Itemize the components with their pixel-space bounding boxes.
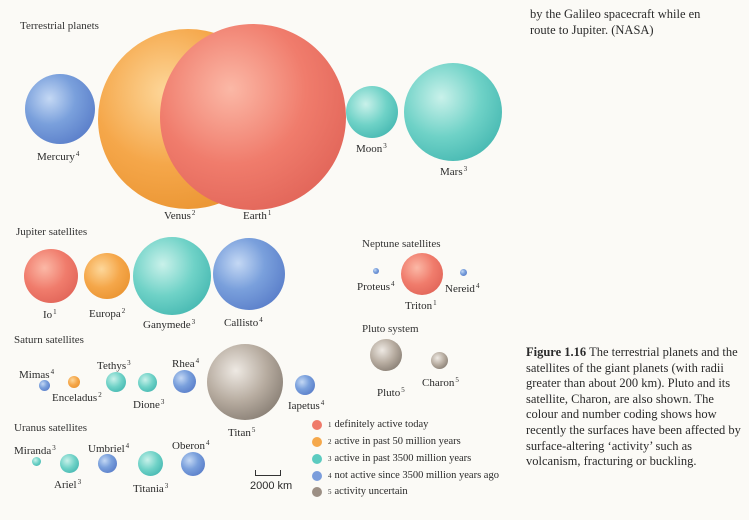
- callisto-sphere: [213, 238, 285, 310]
- label-callisto: Callisto$^4$: [224, 316, 263, 329]
- label-pluto: Pluto$^5$: [377, 386, 405, 399]
- enceladus-sphere: [68, 376, 80, 388]
- label-titania: Titania$^3$: [133, 482, 169, 495]
- legend-swatch-1: [312, 420, 322, 430]
- label-nereid: Nereid$^4$: [445, 282, 480, 295]
- top-caption: [530, 6, 745, 38]
- label-mercury: Mercury$^4$: [37, 150, 80, 163]
- label-earth: Earth$^1$: [243, 209, 272, 222]
- label-iapetus: Iapetus$^4$: [288, 399, 325, 412]
- label-enceladus: Enceladus$^2$: [52, 391, 102, 404]
- umbriel-sphere: [98, 454, 117, 473]
- titan-sphere: [207, 344, 283, 420]
- pluto-sphere: [370, 339, 402, 371]
- label-ariel: Ariel$^3$: [54, 478, 82, 491]
- charon-sphere: [431, 352, 448, 369]
- figure-label: Figure 1.16: [526, 345, 587, 359]
- label-triton: Triton$^1$: [405, 299, 437, 312]
- legend-swatch-2: [312, 437, 322, 447]
- moon-sphere: [346, 86, 398, 138]
- mars-sphere: [404, 63, 502, 161]
- label-europa: Europa$^2$: [89, 307, 126, 320]
- iapetus-sphere: [295, 375, 315, 395]
- io-sphere: [24, 249, 78, 303]
- top-caption-line-1: by the Galileo spacecraft while en: [530, 7, 701, 21]
- tethys-sphere: [106, 372, 126, 392]
- nereid-sphere: [460, 269, 467, 276]
- label-ganymede: Ganymede$^3$: [143, 318, 196, 331]
- proteus-sphere: [373, 268, 379, 274]
- group-saturn: Saturn satellites: [14, 334, 84, 346]
- mimas-sphere: [39, 380, 50, 391]
- ariel-sphere: [60, 454, 79, 473]
- titania-sphere: [138, 451, 163, 476]
- scale-bar-line: [255, 470, 281, 476]
- figure-caption: [526, 345, 748, 470]
- label-rhea: Rhea$^4$: [172, 357, 200, 370]
- legend-item-1: 1 definitely active today: [312, 419, 428, 430]
- group-terrestrial: Terrestrial planets: [20, 20, 99, 32]
- europa-sphere: [84, 253, 130, 299]
- mercury-sphere: [25, 74, 95, 144]
- oberon-sphere: [181, 452, 205, 476]
- legend-swatch-4: [312, 471, 322, 481]
- label-mimas: Mimas$^4$: [19, 368, 55, 381]
- legend-swatch-5: [312, 487, 322, 497]
- legend-item-5: 5 activity uncertain: [312, 486, 408, 497]
- dione-sphere: [138, 373, 157, 392]
- label-mars: Mars$^3$: [440, 165, 468, 178]
- label-umbriel: Umbriel$^4$: [88, 442, 130, 455]
- label-charon: Charon$^5$: [422, 376, 459, 389]
- legend-item-2: 2 active in past 50 million years: [312, 436, 461, 447]
- label-proteus: Proteus$^4$: [357, 280, 395, 293]
- group-jupiter: Jupiter satellites: [16, 226, 88, 238]
- top-caption-line-2: route to Jupiter. (NASA): [530, 23, 654, 37]
- legend-swatch-3: [312, 454, 322, 464]
- group-neptune: Neptune satellites: [362, 238, 441, 250]
- scale-bar: [250, 470, 292, 494]
- ganymede-sphere: [133, 237, 211, 315]
- label-venus: Venus$^2$: [164, 209, 196, 222]
- legend-item-4: 4 not active since 3500 million years ago: [312, 470, 499, 481]
- label-tethys: Tethys$^3$: [97, 359, 131, 372]
- triton-sphere: [401, 253, 443, 295]
- group-uranus: Uranus satellites: [14, 422, 88, 434]
- scale-label: 2000 km: [250, 480, 293, 492]
- earth-sphere: [160, 24, 346, 210]
- label-miranda: Miranda$^3$: [14, 444, 56, 457]
- label-dione: Dione$^3$: [133, 398, 165, 411]
- label-io: Io$^1$: [43, 308, 57, 321]
- label-titan: Titan$^5$: [228, 426, 256, 439]
- miranda-sphere: [32, 457, 41, 466]
- group-pluto: Pluto system: [362, 323, 419, 335]
- rhea-sphere: [173, 370, 196, 393]
- figure-caption-text: The terrestrial planets and the satellites of the giant planets (with radii greater than about 200 km). Pluto and its satellite, Charon, are also shown. The colour and number coding shows how recently the surfaces have been affected by surface-altering ‘activity’ such as volcanism, fracturing or buckling.: [526, 345, 741, 469]
- label-moon: Moon$^3$: [356, 142, 387, 155]
- legend-item-3: 3 active in past 3500 million years: [312, 453, 471, 464]
- label-oberon: Oberon$^4$: [172, 439, 210, 452]
